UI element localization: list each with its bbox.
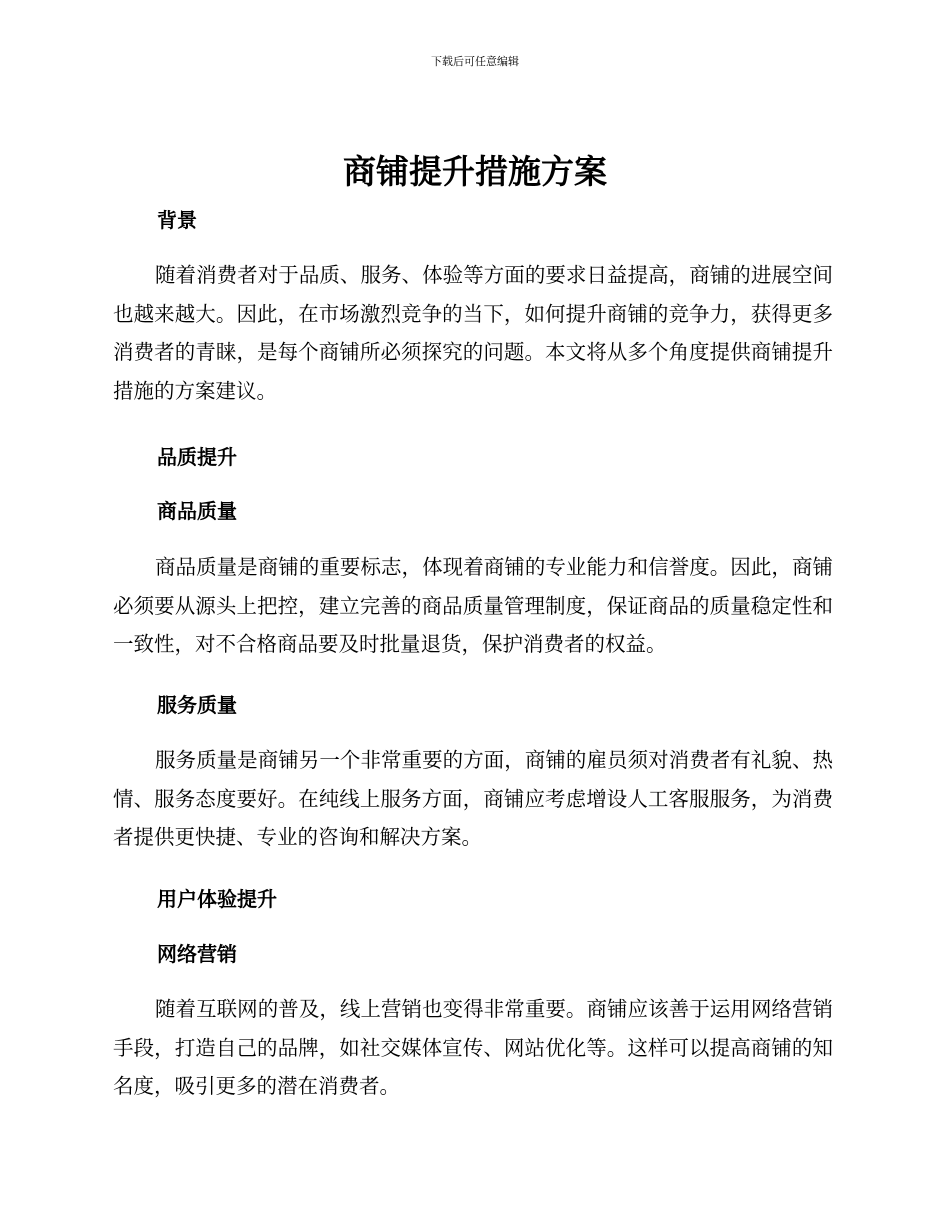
section-heading-quality: 品质提升 (157, 445, 237, 469)
paragraph-product: 商品质量是商铺的重要标志，体现着商铺的专业能力和信誉度。因此，商铺必须要从源头上把控，建立完善的商品质量管理制度，保证商品的质量稳定性和一致性，对不合格商品要及时批量退货，保护消费者的权益。 (113, 555, 833, 656)
section-heading-background: 背景 (157, 208, 197, 232)
subsection-heading-marketing: 网络营销 (157, 942, 237, 966)
section-heading-ux: 用户体验提升 (157, 887, 277, 911)
subsection-heading-service: 服务质量 (157, 693, 237, 717)
subsection-heading-product: 商品质量 (157, 499, 237, 523)
paragraph-service: 服务质量是商铺另一个非常重要的方面，商铺的雇员须对消费者有礼貌、热情、服务态度要好。在纯线上服务方面，商铺应考虑增设人工客服服务，为消费者提供更快捷、专业的咨询和解决方案。 (113, 748, 833, 849)
paragraph-marketing: 随着互联网的普及，线上营销也变得非常重要。商铺应该善于运用网络营销手段，打造自己的品牌，如社交媒体宣传、网站优化等。这样可以提高商铺的知名度，吸引更多的潜在消费者。 (113, 997, 833, 1098)
header-note: 下载后可任意编辑 (431, 55, 519, 68)
paragraph-background: 随着消费者对于品质、服务、体验等方面的要求日益提高，商铺的进展空间也越来越大。因此，在市场激烈竞争的当下，如何提升商铺的竞争力，获得更多消费者的青睐，是每个商铺所必须探究的问题。本文将从多个角度提供商铺提升措施的方案建议。 (113, 263, 833, 403)
document-title: 商铺提升措施方案 (343, 152, 607, 191)
